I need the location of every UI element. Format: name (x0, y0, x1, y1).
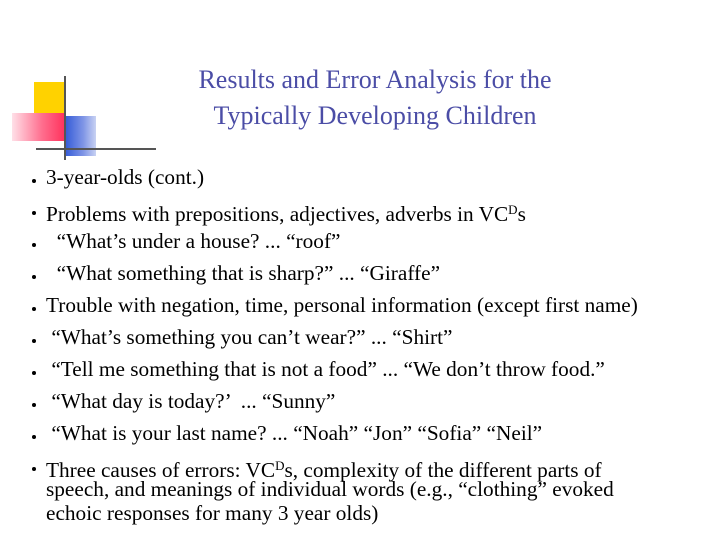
item-text: s, complexity of the different parts of (284, 458, 602, 482)
list-item: “What something that is sharp?” ... “Giraffe” (46, 261, 441, 285)
list-item: “What day is today?’ ... “Sunny” (46, 389, 336, 413)
list-item: “What is your last name? ... “Noah” “Jon” “Sofia” “Neil” (46, 421, 543, 445)
item-superscript: D (275, 458, 285, 473)
bullet-icon (32, 243, 36, 247)
item-text: Three causes of errors: VC (46, 458, 276, 482)
list-item: “What’s something you can’t wear?” ... “Shirt” (46, 325, 453, 349)
blue-square (64, 116, 96, 156)
yellow-square (34, 82, 64, 116)
bullet-icon (32, 339, 36, 343)
bullet-icon (32, 435, 36, 439)
list-item: 3-year-olds (cont.) (46, 165, 205, 189)
horizontal-rule (36, 148, 156, 150)
list-item: “Tell me something that is not a food” ... “We don’t throw food.” (46, 357, 605, 381)
bullet-icon (32, 403, 36, 407)
list-item-continuation: echoic responses for many 3 year olds) (46, 501, 379, 525)
item-text: Problems with prepositions, adjectives, adverbs in VC (46, 202, 509, 226)
list-item (46, 194, 526, 225)
bullet-icon (32, 275, 36, 279)
list-item-continuation: speech, and meanings of individual words (e.g., “clothing” evoked (46, 477, 614, 501)
bullet-icon (32, 307, 36, 311)
bullet-icon (32, 467, 36, 471)
title-line-1: Results and Error Analysis for the (198, 65, 552, 94)
item-superscript: D (508, 202, 518, 217)
slide-title (160, 62, 590, 134)
list-item: Trouble with negation, time, personal information (except first name) (46, 293, 638, 317)
title-line-2: Typically Developing Children (213, 101, 537, 130)
red-gradient-bar (12, 113, 66, 141)
list-item: “What’s under a house? ... “roof” (46, 229, 341, 253)
bullet-icon (32, 371, 36, 375)
bullet-icon (32, 211, 36, 215)
item-text: s (517, 202, 526, 226)
bullet-icon (32, 179, 36, 183)
